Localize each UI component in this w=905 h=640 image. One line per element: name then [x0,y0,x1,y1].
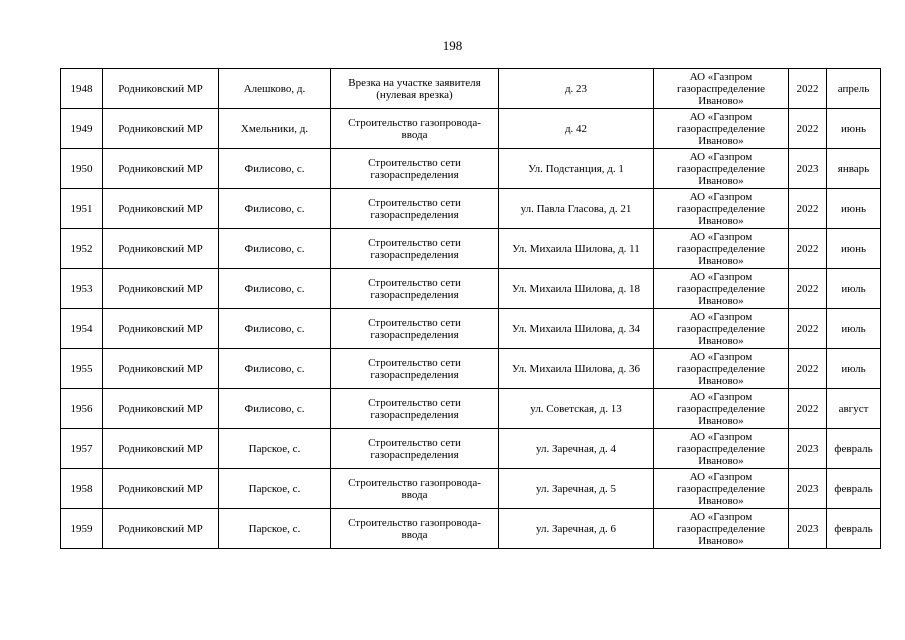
work-type-line: газораспределения [370,448,459,461]
work-type-line: газораспределения [370,248,459,261]
work-type-cell [331,509,499,549]
year-cell: 2022 [789,389,827,429]
organization-cell [654,309,789,349]
table-row [61,269,881,309]
work-type-line: Строительство газопровода- [348,116,481,129]
table-row [61,469,881,509]
organization-line: Иваново» [698,214,744,227]
gasification-schedule-table [60,68,881,549]
address-cell: Ул. Михаила Шилова, д. 34 [499,309,654,349]
work-type-line: газораспределения [370,328,459,341]
work-type-line: газораспределения [370,208,459,221]
month-cell: июль [827,349,881,389]
organization-line: Иваново» [698,534,744,547]
organization-cell [654,189,789,229]
row-number-cell: 1957 [61,429,103,469]
district-cell: Родниковский МР [103,389,219,429]
row-number-cell: 1950 [61,149,103,189]
locality-cell: Хмельники, д. [219,109,331,149]
address-cell: Ул. Михаила Шилова, д. 11 [499,229,654,269]
work-type-cell [331,109,499,149]
table-row [61,349,881,389]
year-cell: 2023 [789,149,827,189]
year-cell: 2022 [789,349,827,389]
locality-cell: Филисово, с. [219,309,331,349]
locality-cell: Филисово, с. [219,149,331,189]
organization-cell [654,509,789,549]
work-type-cell [331,69,499,109]
month-cell: январь [827,149,881,189]
locality-cell: Филисово, с. [219,389,331,429]
work-type-line: ввода [401,128,428,141]
work-type-cell [331,309,499,349]
organization-line: газораспределение [676,82,766,95]
organization-line: газораспределение [676,122,766,135]
address-cell: ул. Заречная, д. 4 [499,429,654,469]
work-type-line: (нулевая врезка) [376,88,453,101]
organization-line: Иваново» [698,454,744,467]
year-cell: 2022 [789,189,827,229]
locality-cell: Филисово, с. [219,189,331,229]
month-cell: июнь [827,229,881,269]
work-type-line: Строительство газопровода- [348,476,481,489]
work-type-cell [331,349,499,389]
row-number-cell: 1951 [61,189,103,229]
year-cell: 2022 [789,69,827,109]
organization-line: газораспределение [676,322,766,335]
work-type-line: Строительство сети [368,276,461,289]
table-row [61,149,881,189]
row-number-cell: 1958 [61,469,103,509]
organization-cell [654,469,789,509]
row-number-cell: 1955 [61,349,103,389]
organization-line: АО «Газпром [689,270,753,283]
organization-cell [654,429,789,469]
organization-line: Иваново» [698,294,744,307]
work-type-line: газораспределения [370,368,459,381]
year-cell: 2023 [789,429,827,469]
locality-cell: Филисово, с. [219,269,331,309]
address-cell: Ул. Михаила Шилова, д. 36 [499,349,654,389]
locality-cell: Парское, с. [219,509,331,549]
organization-line: Иваново» [698,374,744,387]
row-number-cell: 1952 [61,229,103,269]
work-type-cell [331,189,499,229]
organization-line: Иваново» [698,134,744,147]
work-type-line: газораспределения [370,288,459,301]
organization-line: АО «Газпром [689,470,753,483]
organization-cell [654,109,789,149]
organization-cell [654,149,789,189]
month-cell: июль [827,309,881,349]
address-cell: д. 42 [499,109,654,149]
table-body [61,69,881,549]
work-type-cell [331,469,499,509]
organization-line: газораспределение [676,442,766,455]
work-type-line: Врезка на участке заявителя [348,76,481,89]
month-cell: февраль [827,469,881,509]
organization-line: газораспределение [676,402,766,415]
district-cell: Родниковский МР [103,269,219,309]
organization-line: АО «Газпром [689,510,753,523]
row-number-cell: 1959 [61,509,103,549]
work-type-line: газораспределения [370,408,459,421]
address-cell: ул. Заречная, д. 5 [499,469,654,509]
organization-line: газораспределение [676,482,766,495]
work-type-line: Строительство сети [368,436,461,449]
organization-line: газораспределение [676,202,766,215]
organization-line: Иваново» [698,94,744,107]
year-cell: 2022 [789,109,827,149]
district-cell: Родниковский МР [103,149,219,189]
page-number: 198 [442,38,463,53]
table-row [61,429,881,469]
year-cell: 2023 [789,469,827,509]
row-number-cell: 1956 [61,389,103,429]
locality-cell: Парское, с. [219,469,331,509]
organization-line: газораспределение [676,282,766,295]
row-number-cell: 1953 [61,269,103,309]
organization-line: газораспределение [676,362,766,375]
table-row [61,109,881,149]
district-cell: Родниковский МР [103,509,219,549]
work-type-line: газораспределения [370,168,459,181]
district-cell: Родниковский МР [103,229,219,269]
table-row [61,389,881,429]
work-type-line: Строительство сети [368,356,461,369]
district-cell: Родниковский МР [103,429,219,469]
organization-line: АО «Газпром [689,350,753,363]
organization-line: АО «Газпром [689,430,753,443]
organization-cell [654,229,789,269]
work-type-line: Строительство сети [368,236,461,249]
organization-cell [654,349,789,389]
organization-line: Иваново» [698,334,744,347]
organization-line: АО «Газпром [689,150,753,163]
district-cell: Родниковский МР [103,69,219,109]
locality-cell: Парское, с. [219,429,331,469]
locality-cell: Алешково, д. [219,69,331,109]
district-cell: Родниковский МР [103,469,219,509]
address-cell: Ул. Подстанция, д. 1 [499,149,654,189]
work-type-cell [331,229,499,269]
organization-cell [654,69,789,109]
row-number-cell: 1949 [61,109,103,149]
table-row [61,509,881,549]
address-cell: ул. Заречная, д. 6 [499,509,654,549]
address-cell: Ул. Михаила Шилова, д. 18 [499,269,654,309]
organization-line: АО «Газпром [689,310,753,323]
organization-line: АО «Газпром [689,190,753,203]
district-cell: Родниковский МР [103,309,219,349]
table-row [61,229,881,269]
organization-line: АО «Газпром [689,230,753,243]
locality-cell: Филисово, с. [219,229,331,269]
month-cell: июнь [827,189,881,229]
organization-line: газораспределение [676,242,766,255]
year-cell: 2022 [789,309,827,349]
address-cell: ул. Советская, д. 13 [499,389,654,429]
month-cell: июль [827,269,881,309]
organization-line: Иваново» [698,494,744,507]
work-type-line: Строительство сети [368,156,461,169]
organization-line: Иваново» [698,174,744,187]
work-type-cell [331,269,499,309]
work-type-line: ввода [401,528,428,541]
month-cell: февраль [827,509,881,549]
organization-line: АО «Газпром [689,70,753,83]
organization-line: газораспределение [676,522,766,535]
work-type-cell [331,429,499,469]
year-cell: 2022 [789,229,827,269]
address-cell: д. 23 [499,69,654,109]
organization-line: Иваново» [698,414,744,427]
work-type-cell [331,149,499,189]
month-cell: июнь [827,109,881,149]
month-cell: апрель [827,69,881,109]
work-type-line: Строительство сети [368,396,461,409]
table-row [61,309,881,349]
district-cell: Родниковский МР [103,189,219,229]
row-number-cell: 1948 [61,69,103,109]
year-cell: 2022 [789,269,827,309]
table-row [61,69,881,109]
work-type-line: Строительство газопровода- [348,516,481,529]
locality-cell: Филисово, с. [219,349,331,389]
table-row [61,189,881,229]
month-cell: февраль [827,429,881,469]
row-number-cell: 1954 [61,309,103,349]
district-cell: Родниковский МР [103,349,219,389]
organization-line: газораспределение [676,162,766,175]
organization-cell [654,389,789,429]
organization-line: АО «Газпром [689,110,753,123]
district-cell: Родниковский МР [103,109,219,149]
month-cell: август [827,389,881,429]
work-type-cell [331,389,499,429]
work-type-line: Строительство сети [368,196,461,209]
organization-cell [654,269,789,309]
organization-line: Иваново» [698,254,744,267]
address-cell: ул. Павла Гласова, д. 21 [499,189,654,229]
work-type-line: ввода [401,488,428,501]
organization-line: АО «Газпром [689,390,753,403]
year-cell: 2023 [789,509,827,549]
work-type-line: Строительство сети [368,316,461,329]
